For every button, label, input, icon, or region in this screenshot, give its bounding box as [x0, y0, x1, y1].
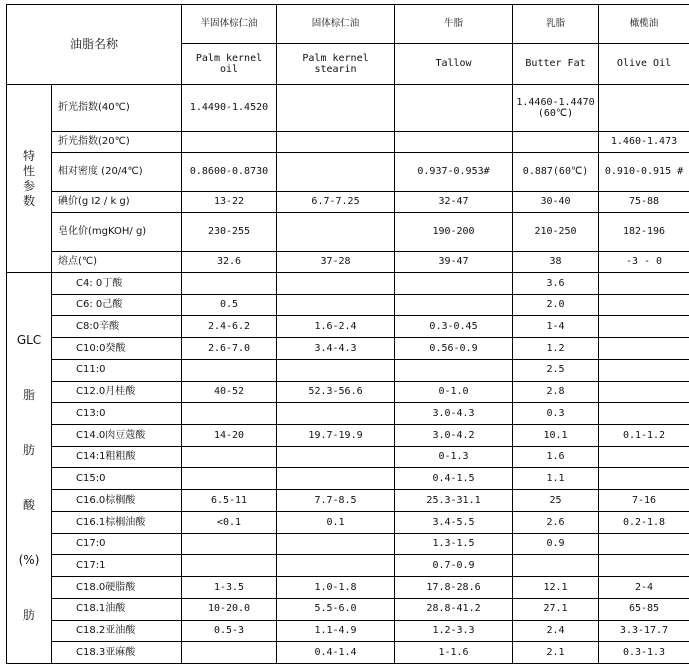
fatty-acid-value: 3.4-5.5	[395, 511, 513, 533]
table-row	[7, 252, 689, 273]
group-label-char: (%)	[18, 553, 40, 567]
table-row	[7, 620, 689, 642]
fatty-acid-value	[599, 468, 689, 490]
fatty-acid-label: C17:1	[52, 555, 182, 577]
property-value	[599, 85, 689, 132]
table-row	[7, 642, 689, 664]
fatty-acid-value: 1.3-1.5	[395, 533, 513, 555]
fatty-acid-value	[182, 642, 277, 664]
property-value: 30-40	[513, 192, 599, 213]
fatty-acid-value: 7.7-8.5	[277, 490, 395, 512]
table-row	[7, 316, 689, 338]
fatty-acid-value: 0.3-0.45	[395, 316, 513, 338]
fatty-acid-value	[182, 359, 277, 381]
fatty-acid-value: 0.5-3	[182, 620, 277, 642]
table-row	[7, 577, 689, 599]
fatty-acid-value: 0.4-1.5	[395, 468, 513, 490]
fatty-acid-value: 10.1	[513, 425, 599, 447]
fatty-acid-value: 2.0	[513, 294, 599, 316]
col-header-en: Tallow	[395, 44, 513, 85]
table-row	[7, 192, 689, 213]
fatty-acid-value: 0-1.3	[395, 446, 513, 468]
fatty-acid-value: 0.1	[277, 511, 395, 533]
fatty-acid-value: 2.4	[513, 620, 599, 642]
property-value: 0.8600-0.8730	[182, 153, 277, 192]
property-value: 230-255	[182, 213, 277, 252]
fatty-acid-value: 1.2	[513, 338, 599, 360]
property-label: 相对密度 (20/4℃)	[52, 153, 182, 192]
fatty-acid-value	[599, 359, 689, 381]
table-row	[7, 273, 689, 295]
fatty-acid-value: 25.3-31.1	[395, 490, 513, 512]
property-value: 38	[513, 252, 599, 273]
fatty-acid-value: 1.2-3.3	[395, 620, 513, 642]
table-row	[7, 425, 689, 447]
fatty-acid-value: 1.6-2.4	[277, 316, 395, 338]
fatty-acid-value	[513, 555, 599, 577]
fatty-acid-value: 0.3	[513, 403, 599, 425]
table-row	[7, 598, 689, 620]
fatty-acid-label: C18.0硬脂酸	[52, 577, 182, 599]
table-row	[7, 359, 689, 381]
property-value: 0.887(60℃)	[513, 153, 599, 192]
col-header-en: Olive Oil	[599, 44, 689, 85]
group-label-char: 肪	[22, 608, 35, 622]
fatty-acid-value: 0.1-1.2	[599, 425, 689, 447]
fatty-acid-value: 27.1	[513, 598, 599, 620]
property-value: 0.937-0.953#	[395, 153, 513, 192]
property-value: 1.4460-1.4470 (60℃)	[513, 85, 599, 132]
property-value	[277, 85, 395, 132]
col-header-cn: 橄榄油	[599, 5, 689, 44]
fatty-acid-value	[599, 533, 689, 555]
property-label: 折光指数(40℃)	[52, 85, 182, 132]
fatty-acid-label: C13:0	[52, 403, 182, 425]
fatty-acid-value: 28.8-41.2	[395, 598, 513, 620]
property-value	[395, 85, 513, 132]
fatty-acid-value: 1-1.6	[395, 642, 513, 664]
property-value: 32.6	[182, 252, 277, 273]
col-header-cn: 牛脂	[395, 5, 513, 44]
group-label-char: GLC	[16, 333, 42, 347]
fatty-acid-value: 2-4	[599, 577, 689, 599]
fatty-acid-value	[182, 468, 277, 490]
fatty-acid-value: 0.9	[513, 533, 599, 555]
fatty-acid-value	[599, 338, 689, 360]
fatty-acid-value	[395, 294, 513, 316]
fatty-acid-label: C17:0	[52, 533, 182, 555]
property-value	[513, 132, 599, 153]
property-value: 0.910-0.915 #	[599, 153, 689, 192]
fatty-acid-value	[599, 446, 689, 468]
fatty-acid-value	[182, 533, 277, 555]
fatty-acid-value: 0.3-1.3	[599, 642, 689, 664]
fatty-acid-label: C18.1油酸	[52, 598, 182, 620]
table-row	[7, 338, 689, 360]
col-header-en: Palm kernel stearin	[277, 44, 395, 85]
table-row	[7, 446, 689, 468]
fatty-acid-value: 2.5	[513, 359, 599, 381]
fatty-acid-value: 25	[513, 490, 599, 512]
group-label-char: 数	[22, 193, 35, 208]
property-label: 碘价(g I2 / k g)	[52, 192, 182, 213]
col-header-cn: 固体棕仁油	[277, 5, 395, 44]
fatty-acid-label: C18.3亚麻酸	[52, 642, 182, 664]
fatty-acid-value: 2.4-6.2	[182, 316, 277, 338]
table-row	[7, 85, 689, 132]
fatty-acid-value	[182, 273, 277, 295]
fatty-acid-label: C10:0癸酸	[52, 338, 182, 360]
property-value: -3 - 0	[599, 252, 689, 273]
property-value: 39-47	[395, 252, 513, 273]
fatty-acid-value: 0-1.0	[395, 381, 513, 403]
table-row	[7, 294, 689, 316]
fatty-acid-value	[599, 403, 689, 425]
property-value	[277, 153, 395, 192]
fatty-acid-value: 3.3-17.7	[599, 620, 689, 642]
fatty-acid-value	[277, 294, 395, 316]
row-header-oil-name: 油脂名称	[7, 5, 182, 85]
fatty-acid-value: 7-16	[599, 490, 689, 512]
fatty-acid-value: 3.4-4.3	[277, 338, 395, 360]
fatty-acid-value	[277, 468, 395, 490]
property-value: 1.4490-1.4520	[182, 85, 277, 132]
table-row	[7, 213, 689, 252]
fatty-acid-value: 2.6	[513, 511, 599, 533]
table-row	[7, 511, 689, 533]
fatty-acid-label: C18.2亚油酸	[52, 620, 182, 642]
property-value	[277, 132, 395, 153]
fatty-acid-value	[599, 294, 689, 316]
fatty-acid-value	[599, 555, 689, 577]
fatty-acid-value	[599, 381, 689, 403]
fatty-acid-label: C14:1粗粗酸	[52, 446, 182, 468]
fatty-acid-value: 2.8	[513, 381, 599, 403]
property-value: 1.460-1.473	[599, 132, 689, 153]
property-value: 6.7-7.25	[277, 192, 395, 213]
fatty-acid-value: 52.3-56.6	[277, 381, 395, 403]
property-value: 32-47	[395, 192, 513, 213]
col-header-cn: 乳脂	[513, 5, 599, 44]
table-row	[7, 132, 689, 153]
property-value: 75-88	[599, 192, 689, 213]
fatty-acid-value: 6.5-11	[182, 490, 277, 512]
fatty-acid-value: 1.1	[513, 468, 599, 490]
group-fatty-acids	[7, 273, 52, 664]
fatty-acid-value	[277, 555, 395, 577]
table-row	[7, 533, 689, 555]
fatty-acid-value: 3.0-4.3	[395, 403, 513, 425]
table-row	[7, 381, 689, 403]
fatty-acid-value: 10-20.0	[182, 598, 277, 620]
fatty-acid-label: C14.0肉豆蔻酸	[52, 425, 182, 447]
fatty-acid-value	[277, 446, 395, 468]
group-label-char: 参	[22, 178, 35, 193]
fatty-acid-value: 1.6	[513, 446, 599, 468]
fatty-acid-value: 19.7-19.9	[277, 425, 395, 447]
table-row	[7, 490, 689, 512]
fatty-acid-value: 40-52	[182, 381, 277, 403]
fatty-acid-value: 0.5	[182, 294, 277, 316]
fatty-acid-value: 1-4	[513, 316, 599, 338]
fatty-acid-value	[395, 359, 513, 381]
col-header-en: Butter Fat	[513, 44, 599, 85]
group-label-char: 酸	[22, 498, 35, 512]
fatty-acid-value	[599, 316, 689, 338]
fatty-acid-value: 17.8-28.6	[395, 577, 513, 599]
fatty-acid-value: 5.5-6.0	[277, 598, 395, 620]
fatty-acid-label: C4: 0丁酸	[52, 273, 182, 295]
property-value	[277, 213, 395, 252]
fatty-acid-value: 2.6-7.0	[182, 338, 277, 360]
table-row	[7, 153, 689, 192]
property-value: 190-200	[395, 213, 513, 252]
group-label-char: 肪	[22, 443, 35, 457]
fatty-acid-value	[277, 273, 395, 295]
fatty-acid-value: 65-85	[599, 598, 689, 620]
fatty-acid-label: C15:0	[52, 468, 182, 490]
col-header-cn: 半固体棕仁油	[182, 5, 277, 44]
fatty-acid-value: 12.1	[513, 577, 599, 599]
property-value: 210-250	[513, 213, 599, 252]
fatty-acid-value	[182, 403, 277, 425]
fatty-acid-value: 0.2-1.8	[599, 511, 689, 533]
group-label-char: 特	[22, 148, 35, 163]
fatty-acid-value: 1.1-4.9	[277, 620, 395, 642]
fatty-acid-value: 0.7-0.9	[395, 555, 513, 577]
fatty-acid-value: 1-3.5	[182, 577, 277, 599]
fatty-acid-value	[182, 446, 277, 468]
fatty-acid-value: 14-20	[182, 425, 277, 447]
fatty-acid-value	[277, 403, 395, 425]
fatty-acid-label: C16.0棕榈酸	[52, 490, 182, 512]
group-properties	[7, 85, 52, 273]
table-row	[7, 403, 689, 425]
fatty-acid-value: 0.56-0.9	[395, 338, 513, 360]
fatty-acid-label: C11:0	[52, 359, 182, 381]
fatty-acid-label: C16.1棕榈油酸	[52, 511, 182, 533]
fatty-acid-value	[395, 273, 513, 295]
property-label: 皂化价(mgKOH/ g)	[52, 213, 182, 252]
oil-properties-table	[6, 4, 689, 664]
fatty-acid-value	[277, 533, 395, 555]
fatty-acid-value	[599, 273, 689, 295]
table-row	[7, 555, 689, 577]
table-row	[7, 468, 689, 490]
fatty-acid-value: 2.1	[513, 642, 599, 664]
group-label-char: 性	[22, 163, 35, 178]
fatty-acid-value: 0.4-1.4	[277, 642, 395, 664]
fatty-acid-label: C8:0辛酸	[52, 316, 182, 338]
fatty-acid-value: 3.0-4.2	[395, 425, 513, 447]
fatty-acid-value: <0.1	[182, 511, 277, 533]
property-value: 13-22	[182, 192, 277, 213]
property-label: 熔点(℃)	[52, 252, 182, 273]
property-value: 37-28	[277, 252, 395, 273]
fatty-acid-value	[277, 359, 395, 381]
property-value: 182-196	[599, 213, 689, 252]
col-header-en: Palm kernel oil	[182, 44, 277, 85]
group-label-char: 脂	[22, 388, 35, 402]
property-value	[182, 132, 277, 153]
fatty-acid-label: C12.0月桂酸	[52, 381, 182, 403]
fatty-acid-value: 3.6	[513, 273, 599, 295]
property-value	[395, 132, 513, 153]
fatty-acid-value: 1.0-1.8	[277, 577, 395, 599]
fatty-acid-label: C6: 0己酸	[52, 294, 182, 316]
property-label: 折光指数(20℃)	[52, 132, 182, 153]
fatty-acid-value	[182, 555, 277, 577]
